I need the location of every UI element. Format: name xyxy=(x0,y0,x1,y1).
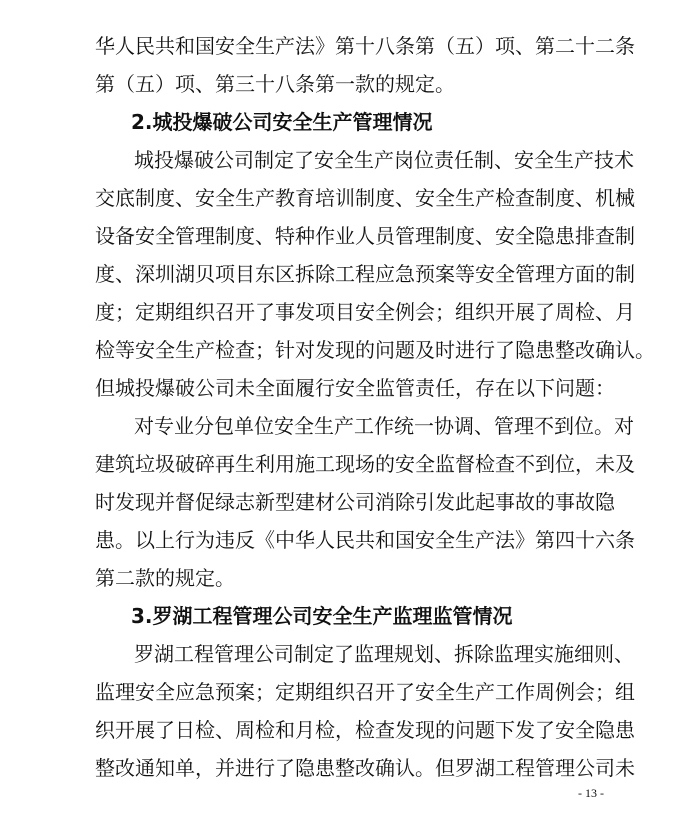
s2-p1-line-2: 交底制度、安全生产教育培训制度、安全生产检查制度、机械 xyxy=(95,186,635,210)
page-number: - 13 - xyxy=(578,786,604,800)
s3-p1-line-2: 监理安全应急预案；定期组织召开了安全生产工作周例会；组 xyxy=(95,680,635,704)
s2-p2-line-1: 对专业分包单位安全生产工作统一协调、管理不到位。对 xyxy=(134,414,634,438)
s2-p1-line-5: 度；定期组织召开了事发项目安全例会；组织开展了周检、月 xyxy=(95,300,635,324)
s2-p2-line-3: 时发现并督促绿志新型建材公司消除引发此起事故的事故隐 xyxy=(95,490,615,514)
s2-p1-line-4: 度、深圳湖贝项目东区拆除工程应急预案等安全管理方面的制 xyxy=(95,262,635,286)
intro-line-2: 第（五）项、第三十八条第一款的规定。 xyxy=(95,72,455,96)
s2-p2-line-2: 建筑垃圾破碎再生利用施工现场的安全监督检查不到位，未及 xyxy=(95,452,635,476)
s2-p1-line-3: 设备安全管理制度、特种作业人员管理制度、安全隐患排查制 xyxy=(95,224,635,248)
s2-p2-line-5: 第二款的规定。 xyxy=(95,566,235,590)
intro-line-1: 华人民共和国安全生产法》第十八条第（五）项、第二十二条 xyxy=(95,34,635,58)
s2-p1-line-1: 城投爆破公司制定了安全生产岗位责任制、安全生产技术 xyxy=(134,148,634,172)
section-3-heading: 3.罗湖工程管理公司安全生产监理监管情况 xyxy=(131,604,513,628)
s2-p1-line-7: 但城投爆破公司未全面履行安全监管责任，存在以下问题： xyxy=(95,376,615,400)
s3-p1-line-4: 整改通知单，并进行了隐患整改确认。但罗湖工程管理公司未 xyxy=(95,756,635,780)
section-2-heading: 2.城投爆破公司安全生产管理情况 xyxy=(131,110,433,134)
s3-p1-line-1: 罗湖工程管理公司制定了监理规划、拆除监理实施细则、 xyxy=(134,642,634,666)
s2-p1-line-6: 检等安全生产检查；针对发现的问题及时进行了隐患整改确认。 xyxy=(95,338,655,362)
s3-p1-line-3: 织开展了日检、周检和月检，检查发现的问题下发了安全隐患 xyxy=(95,718,635,742)
s2-p2-line-4: 患。以上行为违反《中华人民共和国安全生产法》第四十六条 xyxy=(95,528,635,552)
